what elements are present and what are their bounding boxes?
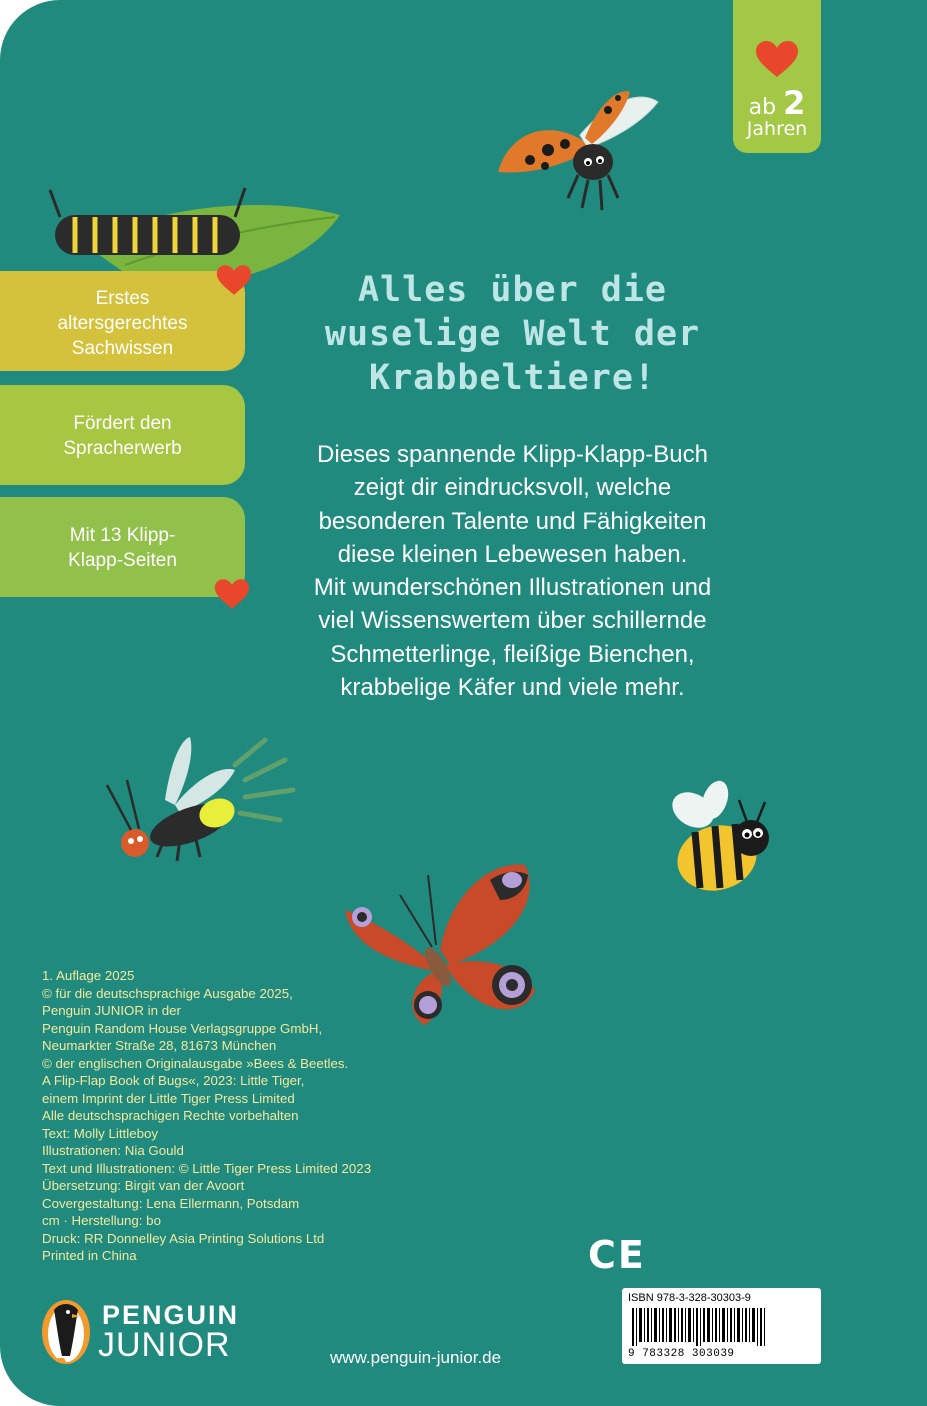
imprint-line: A Flip-Flap Book of Bugs«, 2023: Little Tiger, <box>42 1073 305 1088</box>
headline-line: Krabbeltiere! <box>369 358 656 398</box>
imprint-line: 1. Auflage 2025 <box>42 968 135 983</box>
description-line: Dieses spannende Klipp-Klapp-Buch <box>317 441 708 468</box>
description-line: viel Wissenswertem über schillernde <box>318 607 707 635</box>
imprint-line: Covergestaltung: Lena Ellermann, Potsdam <box>42 1195 300 1211</box>
imprint-line: Text und Illustrationen: © Little Tiger Press Limited 2023 <box>42 1160 372 1176</box>
imprint-line: Penguin Random House Verlagsgruppe GmbH, <box>42 1020 323 1036</box>
barcode-bars <box>632 1308 767 1346</box>
imprint-line: © der englischen Originalausgabe »Bees & Beetles. <box>42 1055 349 1071</box>
description-text <box>300 438 725 704</box>
description-line: besonderen Talente und Fähigkeiten <box>318 507 707 535</box>
feature-line: Sachwissen <box>71 338 174 359</box>
barcode-number: 9 783328 303039 <box>628 1348 735 1360</box>
headline-line: Alles über die <box>357 270 667 310</box>
age-badge <box>733 0 821 153</box>
headline-line: wuselige Welt der <box>324 314 701 354</box>
imprint-line: Printed in China <box>42 1248 137 1263</box>
feature-line: Spracherwerb <box>63 438 182 459</box>
imprint-line: Übersetzung: Birgit van der Avoort <box>42 1178 245 1193</box>
penguin-icon <box>40 1298 92 1366</box>
imprint-line: Text: Molly Littleboy <box>42 1125 159 1141</box>
feature-item-spracherwerb <box>0 385 245 485</box>
barcode <box>622 1288 821 1364</box>
logo-line-2: JUNIOR <box>98 1326 231 1364</box>
ce-mark: CE <box>588 1233 646 1277</box>
imprint-line: Neumarkter Straße 28, 81673 München <box>42 1038 277 1053</box>
bee-illustration <box>665 780 775 900</box>
imprint-line: Druck: RR Donnelley Asia Printing Solutions Ltd <box>42 1230 325 1246</box>
imprint-line: Illustrationen: Nia Gould <box>42 1143 184 1158</box>
description-line: Schmetterlinge, fleißige Bienchen, <box>330 640 695 668</box>
ladybird-illustration <box>490 80 665 215</box>
heart-icon <box>755 40 799 78</box>
feature-line: Klapp-Seiten <box>68 550 177 571</box>
headline <box>320 268 705 400</box>
imprint-line: Alle deutschsprachigen Rechte vorbehalten <box>42 1108 299 1123</box>
imprint-line: einem Imprint der Little Tiger Press Limited <box>42 1090 295 1106</box>
description-line: krabbelige Käfer und viele mehr. <box>340 674 685 702</box>
age-unit: Jahren <box>746 118 808 140</box>
age-number: 2 <box>783 84 806 122</box>
heart-icon <box>216 264 252 296</box>
description-line: zeigt dir eindrucksvoll, welche <box>353 474 672 502</box>
imprint-text <box>42 967 402 1265</box>
feature-item-sachwissen <box>0 271 245 371</box>
logo-line-1: PENGUIN <box>102 1300 240 1330</box>
feature-line: Mit 13 Klipp- <box>69 525 176 546</box>
description-line: Mit wunderschönen Illustrationen und <box>313 574 712 602</box>
imprint-line: Penguin JUNIOR in der <box>42 1003 181 1018</box>
isbn-text: ISBN 978-3-328-30303-9 <box>628 1292 751 1304</box>
age-ab: ab <box>748 95 777 120</box>
feature-line: altersgerechtes <box>57 313 188 334</box>
imprint-line: © für die deutschsprachige Ausgabe 2025, <box>42 985 293 1001</box>
imprint-line: cm · Herstellung: bo <box>42 1213 161 1228</box>
description-line: diese kleinen Lebewesen haben. <box>337 540 688 568</box>
heart-icon <box>214 578 250 610</box>
feature-line: Erstes <box>95 288 150 309</box>
feature-line: Fördert den <box>73 413 172 434</box>
publisher-url[interactable]: www.penguin-junior.de <box>330 1348 502 1367</box>
age-line <box>733 84 821 122</box>
firefly-illustration <box>95 725 300 865</box>
feature-item-klipp-klapp <box>0 497 245 597</box>
